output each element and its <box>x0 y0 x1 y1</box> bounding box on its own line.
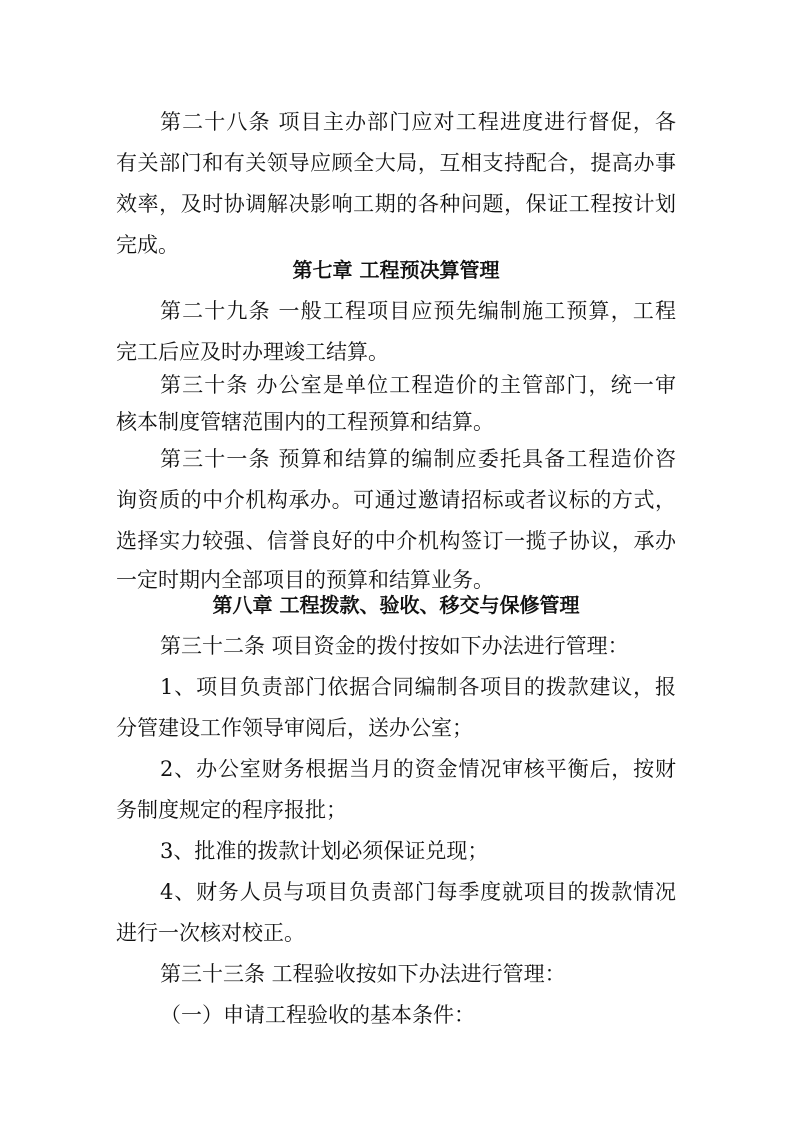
chapter-heading: 第八章 工程拨款、验收、移交与保修管理 <box>212 593 580 617</box>
paragraph-line: 效率，及时协调解决影响工期的各种问题，保证工程按计划 <box>116 192 676 216</box>
paragraph-line: 有关部门和有关领导应顾全大局，互相支持配合，提高办事 <box>116 151 676 175</box>
paragraph-line: 第二十九条 一般工程项目应预先编制施工预算，工程 <box>160 299 676 323</box>
paragraph-line: 完成。 <box>116 233 179 257</box>
paragraph-line: 第三十条 办公室是单位工程造价的主管部门，统一审 <box>160 373 676 397</box>
paragraph-line: 分管建设工作领导审阅后，送办公室； <box>116 716 473 740</box>
paragraph-line: 第三十一条 预算和结算的编制应委托具备工程造价咨 <box>160 447 676 471</box>
paragraph-line: 第二十八条 项目主办部门应对工程进度进行督促，各 <box>160 110 676 134</box>
paragraph-line: 4、财务人员与项目负责部门每季度就项目的拨款情况 <box>160 880 676 904</box>
paragraph-line: 核本制度管辖范围内的工程预算和结算。 <box>116 410 494 434</box>
paragraph-line: 询资质的中介机构承办。可通过邀请招标或者议标的方式， <box>116 488 676 512</box>
paragraph-line: （一）申请工程验收的基本条件： <box>160 1003 475 1027</box>
paragraph-line: 进行一次核对校正。 <box>116 921 305 945</box>
paragraph-line: 完工后应及时办理竣工结算。 <box>116 340 389 364</box>
chapter-heading: 第七章 工程预决算管理 <box>292 258 500 282</box>
paragraph-line: 第三十二条 项目资金的拨付按如下办法进行管理： <box>160 634 629 658</box>
paragraph-line: 第三十三条 工程验收按如下办法进行管理： <box>160 962 566 986</box>
paragraph-line: 务制度规定的程序报批； <box>116 798 347 822</box>
paragraph-line: 2、办公室财务根据当月的资金情况审核平衡后，按财 <box>160 757 676 781</box>
paragraph-line: 选择实力较强、信誉良好的中介机构签订一揽子协议，承办 <box>116 529 676 553</box>
paragraph-line: 3、批准的拨款计划必须保证兑现； <box>160 839 489 863</box>
paragraph-line: 1、项目负责部门依据合同编制各项目的拨款建议，报 <box>160 675 676 699</box>
paragraph-line: 一定时期内全部项目的预算和结算业务。 <box>116 568 494 592</box>
